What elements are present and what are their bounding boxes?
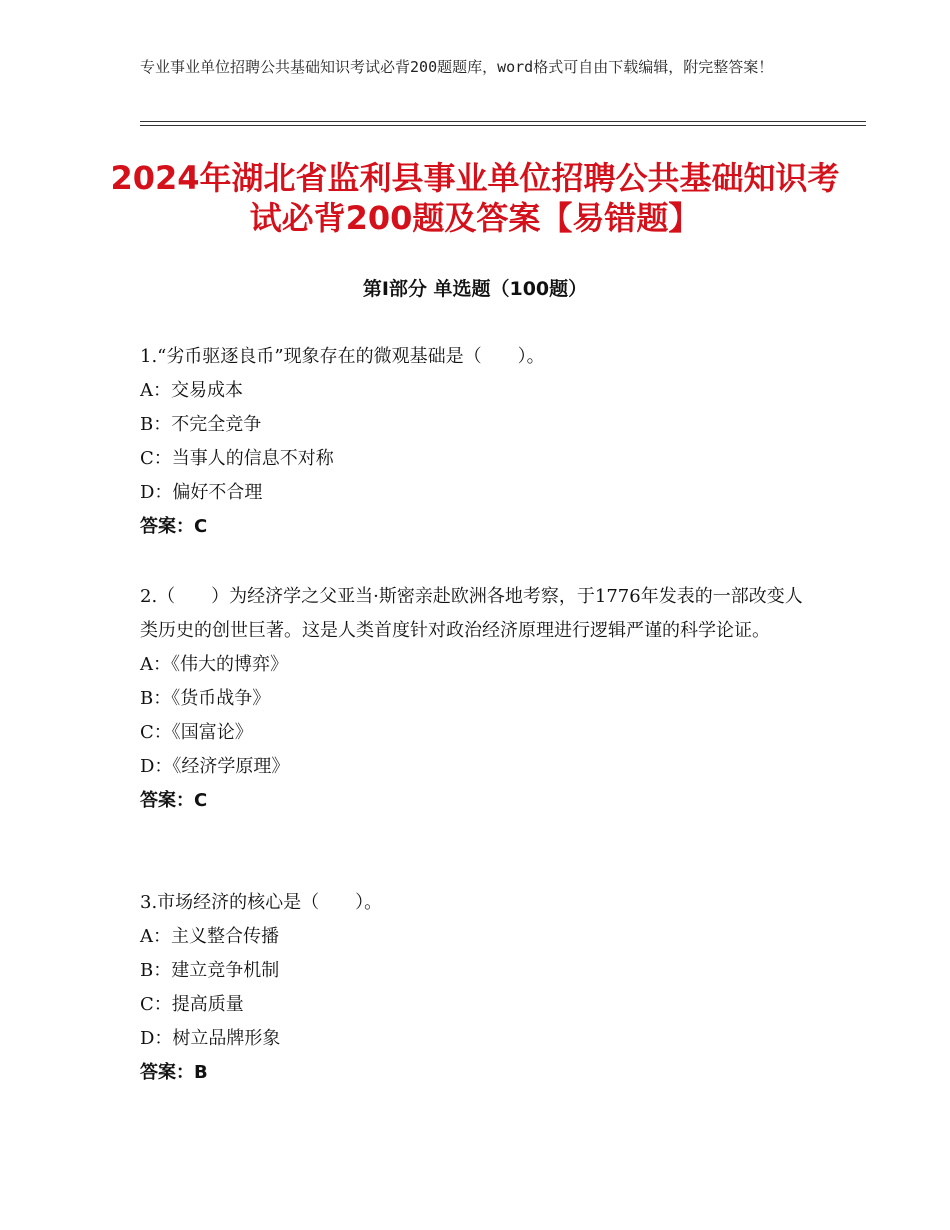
question-1: [140, 340, 820, 544]
answer: 答案：C: [140, 516, 208, 537]
question-stem: 3.市场经济的核心是（ ）。: [140, 892, 383, 913]
option-c: C：提高质量: [140, 994, 244, 1015]
answer: 答案：B: [140, 1062, 208, 1083]
option-a: A：《伟大的博弈》: [140, 654, 288, 675]
question-3: [140, 886, 820, 1090]
option-d: D：偏好不合理: [140, 482, 263, 503]
option-d: D：树立品牌形象: [140, 1028, 281, 1049]
question-2: [140, 580, 820, 818]
question-stem: 1.“劣币驱逐良币”现象存在的微观基础是（ ）。: [140, 346, 545, 367]
option-d: D：《经济学原理》: [140, 756, 290, 777]
header-note: 专业事业单位招聘公共基础知识考试必背200题题库，word格式可自由下载编辑，附完整答案！: [140, 58, 774, 76]
option-b: B：建立竞争机制: [140, 960, 280, 981]
option-c: C：当事人的信息不对称: [140, 448, 334, 469]
option-c: C：《国富论》: [140, 722, 253, 743]
option-b: B：《货币战争》: [140, 688, 271, 709]
header-divider: [140, 121, 866, 126]
section-title: 第Ⅰ部分 单选题（100题）: [362, 278, 588, 300]
option-a: A：交易成本: [140, 380, 243, 401]
question-stem: 2.（ ）为经济学之父亚当·斯密亲赴欧洲各地考察，于1776年发表的一部改变人类历史的创世巨著。这是人类首度针对政治经济原理进行逻辑严谨的科学论证。: [140, 586, 803, 641]
option-b: B：不完全竞争: [140, 414, 262, 435]
option-a: A：主义整合传播: [140, 926, 279, 947]
document-title: 2024年湖北省监利县事业单位招聘公共基础知识考试必背200题及答案【易错题】: [110, 159, 840, 237]
answer: 答案：C: [140, 790, 208, 811]
